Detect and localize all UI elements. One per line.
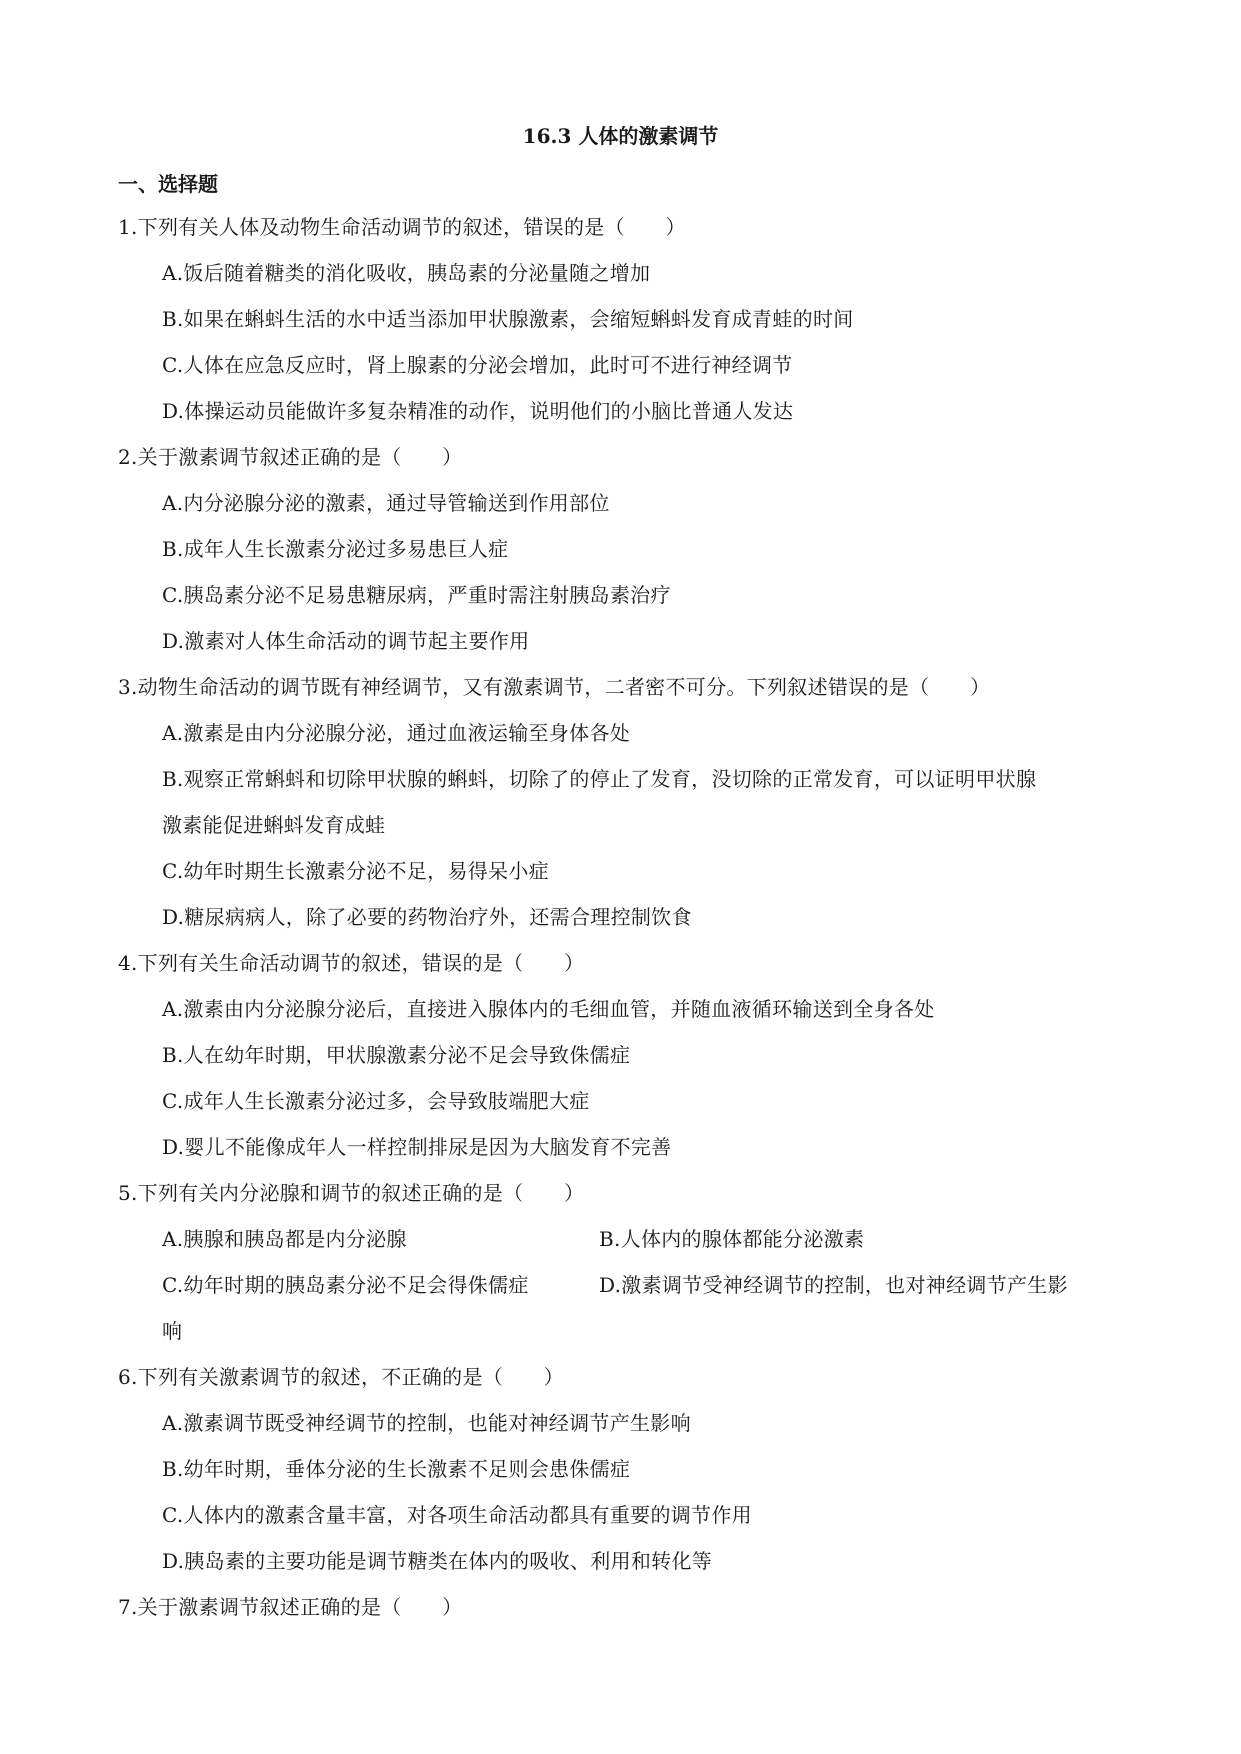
section-heading: 一、选择题 bbox=[118, 172, 218, 196]
option-d: D.糖尿病病人，除了必要的药物治疗外，还需合理控制饮食 bbox=[162, 905, 692, 929]
question-stem: 7.关于激素调节叙述正确的是（ ） bbox=[118, 1595, 463, 1619]
option-d-line1: D.激素调节受神经调节的控制，也对神经调节产生影 bbox=[599, 1273, 1068, 1297]
option-b: B.如果在蝌蚪生活的水中适当添加甲状腺激素，会缩短蝌蚪发育成青蛙的时间 bbox=[162, 307, 854, 331]
option-c: C.人体内的激素含量丰富，对各项生命活动都具有重要的调节作用 bbox=[162, 1503, 752, 1527]
option-d: D.婴儿不能像成年人一样控制排尿是因为大脑发育不完善 bbox=[162, 1135, 672, 1159]
option-d: D.激素对人体生命活动的调节起主要作用 bbox=[162, 629, 530, 653]
question-stem: 2.关于激素调节叙述正确的是（ ） bbox=[118, 445, 463, 469]
option-a: A.激素由内分泌腺分泌后，直接进入腺体内的毛细血管，并随血液循环输送到全身各处 bbox=[162, 997, 935, 1021]
question-stem: 3.动物生命活动的调节既有神经调节，又有激素调节，二者密不可分。下列叙述错误的是（ ） bbox=[118, 675, 991, 699]
option-a: A.激素调节既受神经调节的控制，也能对神经调节产生影响 bbox=[162, 1411, 691, 1435]
option-b: B.成年人生长激素分泌过多易患巨人症 bbox=[162, 537, 509, 561]
option-b-line2: 激素能促进蝌蚪发育成蛙 bbox=[162, 813, 386, 837]
option-d: D.胰岛素的主要功能是调节糖类在体内的吸收、利用和转化等 bbox=[162, 1549, 713, 1573]
option-d-line2: 响 bbox=[162, 1319, 183, 1343]
option-d: D.体操运动员能做许多复杂精准的动作，说明他们的小脑比普通人发达 bbox=[162, 399, 794, 423]
option-b: B.人体内的腺体都能分泌激素 bbox=[599, 1227, 865, 1251]
option-b: B.幼年时期，垂体分泌的生长激素不足则会患侏儒症 bbox=[162, 1457, 631, 1481]
option-b: B.人在幼年时期，甲状腺激素分泌不足会导致侏儒症 bbox=[162, 1043, 631, 1067]
document-title: 16.3 人体的激素调节 bbox=[522, 124, 719, 148]
option-row bbox=[118, 1224, 1128, 1270]
option-row bbox=[118, 1270, 1128, 1316]
option-c: C.幼年时期生长激素分泌不足，易得呆小症 bbox=[162, 859, 549, 883]
option-c: C.胰岛素分泌不足易患糖尿病，严重时需注射胰岛素治疗 bbox=[162, 583, 671, 607]
question-stem: 1.下列有关人体及动物生命活动调节的叙述，错误的是（ ） bbox=[118, 215, 686, 239]
option-a: A.胰腺和胰岛都是内分泌腺 bbox=[162, 1227, 407, 1251]
question-stem: 5.下列有关内分泌腺和调节的叙述正确的是（ ） bbox=[118, 1181, 585, 1205]
option-a: A.饭后随着糖类的消化吸收，胰岛素的分泌量随之增加 bbox=[162, 261, 651, 285]
option-c: C.人体在应急反应时，肾上腺素的分泌会增加，此时可不进行神经调节 bbox=[162, 353, 793, 377]
option-a: A.内分泌腺分泌的激素，通过导管输送到作用部位 bbox=[162, 491, 610, 515]
question-stem: 4.下列有关生命活动调节的叙述，错误的是（ ） bbox=[118, 951, 585, 975]
option-a: A.激素是由内分泌腺分泌，通过血液运输至身体各处 bbox=[162, 721, 631, 745]
question-list bbox=[118, 212, 1128, 1638]
option-b-line1: B.观察正常蝌蚪和切除甲状腺的蝌蚪，切除了的停止了发育，没切除的正常发育，可以证明甲状腺 bbox=[162, 767, 1037, 791]
question-stem: 6.下列有关激素调节的叙述，不正确的是（ ） bbox=[118, 1365, 564, 1389]
option-c: C.幼年时期的胰岛素分泌不足会得侏儒症 bbox=[162, 1273, 529, 1297]
option-c: C.成年人生长激素分泌过多，会导致肢端肥大症 bbox=[162, 1089, 590, 1113]
